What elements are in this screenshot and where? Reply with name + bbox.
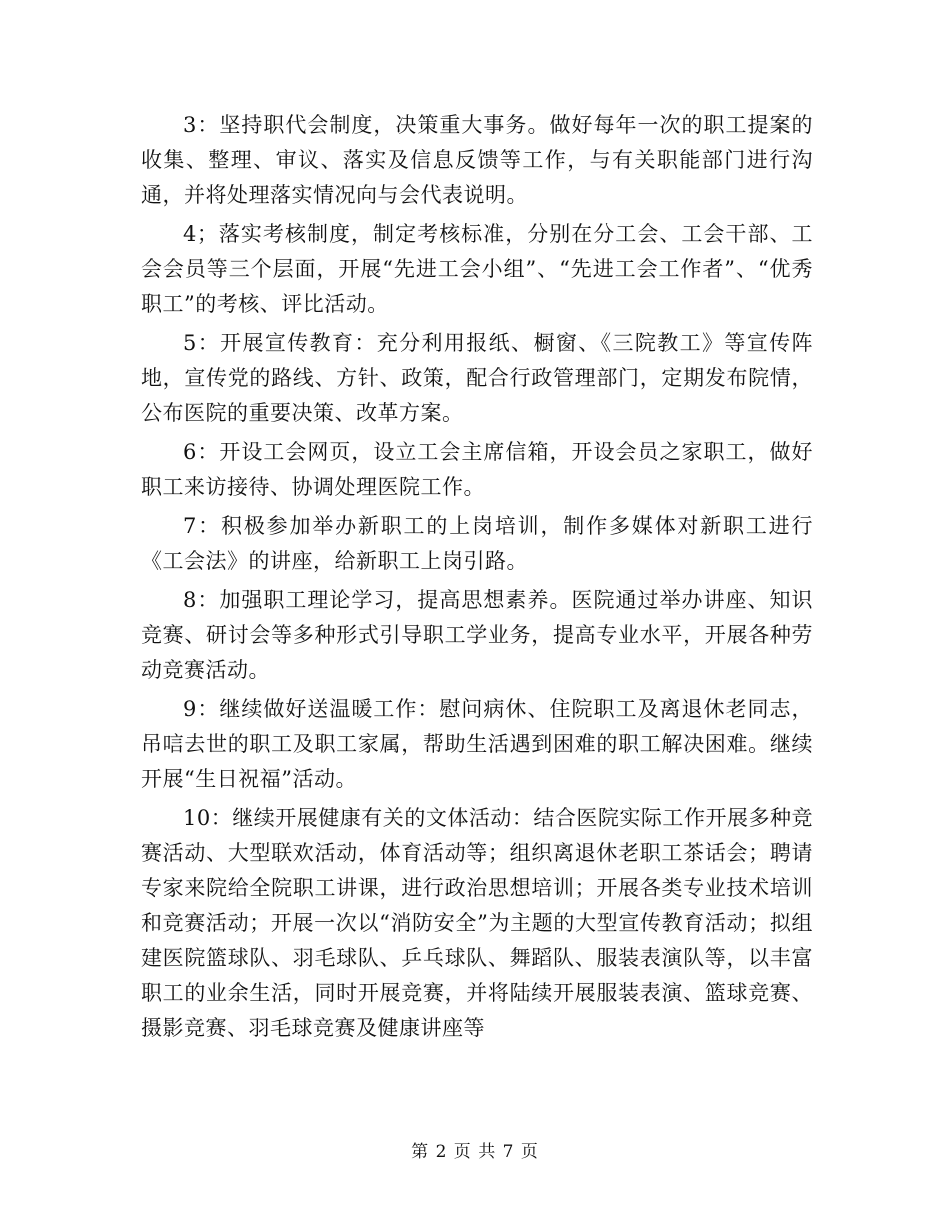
paragraph-item-3: 3：坚持职代会制度，决策重大事务。做好每年一次的职工提案的收集、整理、审议、落实及信息反馈等工作，与有关职能部门进行沟通，并将处理落实情况向与会代表说明。 <box>141 113 813 207</box>
footer-suffix: 页 <box>520 1142 539 1162</box>
paragraph-item-7: 7：积极参加举办新职工的上岗培训，制作多媒体对新职工进行《工会法》的讲座，给新职工上岗引路。 <box>141 514 813 573</box>
footer-middle: 页 共 <box>453 1142 497 1162</box>
paragraph-item-6: 6：开设工会网页，设立工会主席信箱，开设会员之家职工，做好职工来访接待、协调处理医院工作。 <box>141 440 813 499</box>
document-body <box>141 108 813 1050</box>
paragraph-item-10: 10：继续开展健康有关的文体活动：结合医院实际工作开展多种竞赛活动、大型联欢活动，体育活动等；组织离退休老职工茶话会；聘请专家来院给全院职工讲课，进行政治思想培训；开展各类专业技术培训和竞赛活动；开展一次以“消防安全”为主题的大型宣传教育活动；拟组建医院篮球队、羽毛球队、乒乓球队、舞蹈队、服装表演队等，以丰富职工的业余生活，同时开展竞赛，并将陆续开展服装表演、篮球竞赛、摄影竞赛、羽毛球竞赛及健康讲座等 <box>141 806 813 1040</box>
footer-prefix: 第 <box>411 1142 430 1162</box>
paragraph-item-9: 9：继续做好送温暖工作：慰问病休、住院职工及离退休老同志，吊唁去世的职工及职工家属，帮助生活遇到困难的职工解决困难。继续开展“生日祝福”活动。 <box>141 697 813 791</box>
paragraph-item-8: 8：加强职工理论学习，提高思想素养。医院通过举办讲座、知识竞赛、研讨会等多种形式引导职工学业务，提高专业水平，开展各种劳动竞赛活动。 <box>141 588 813 682</box>
page-footer <box>0 1140 950 1164</box>
paragraph-item-4: 4；落实考核制度，制定考核标准，分别在分工会、工会干部、工会会员等三个层面，开展“先进工会小组”、“先进工会工作者”、“优秀职工”的考核、评比活动。 <box>141 222 813 316</box>
footer-page-number: 2 <box>435 1142 448 1162</box>
paragraph-item-5: 5：开展宣传教育：充分利用报纸、橱窗、《三院教工》等宣传阵地，宣传党的路线、方针、政策，配合行政管理部门，定期发布院情，公布医院的重要决策、改革方案。 <box>141 331 813 425</box>
footer-total-pages: 7 <box>502 1142 515 1162</box>
